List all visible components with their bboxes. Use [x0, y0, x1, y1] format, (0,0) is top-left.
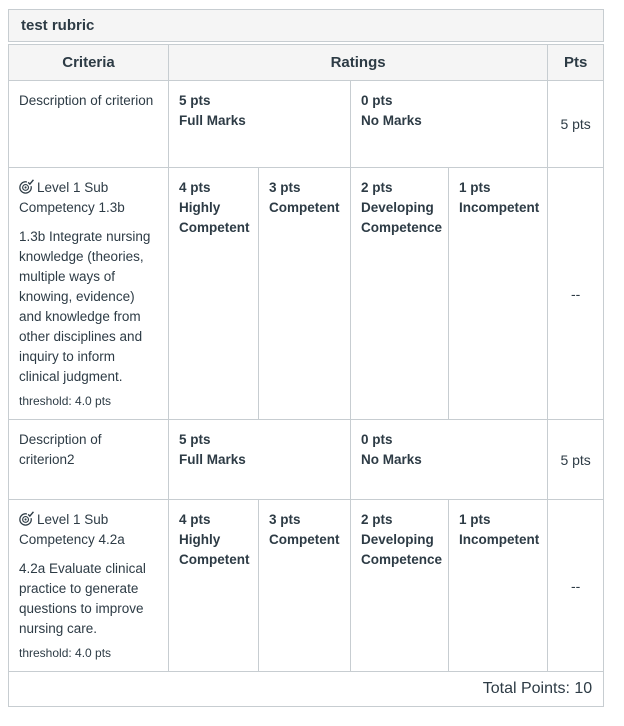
rubric-footer-row	[9, 672, 604, 707]
criterion-points: 5 pts	[548, 81, 604, 168]
rating-points: 5 pts	[179, 432, 211, 447]
outcome-icon	[19, 512, 37, 527]
rating-name: Highly Competent	[179, 200, 250, 235]
criterion-row	[9, 168, 604, 420]
rubric-title: test rubric	[8, 9, 604, 42]
rating-name: Developing Competence	[361, 200, 443, 235]
rating-cell	[169, 81, 351, 168]
outcome-title	[19, 510, 158, 550]
rating-cell	[169, 500, 259, 672]
criterion-description	[9, 81, 169, 168]
rating-name: No Marks	[361, 452, 422, 467]
rating-points: 2 pts	[361, 512, 393, 527]
rating-points: 5 pts	[179, 93, 211, 108]
outcome-icon	[19, 180, 37, 195]
criterion-points: 5 pts	[548, 420, 604, 500]
rating-points: 1 pts	[459, 180, 491, 195]
criterion-row	[9, 81, 604, 168]
rubric-header-row	[9, 45, 604, 81]
total-points: Total Points: 10	[9, 672, 604, 707]
criterion-points: --	[548, 168, 604, 420]
rating-cell	[351, 500, 449, 672]
rating-cell	[449, 500, 548, 672]
rubric-table	[8, 44, 604, 707]
rating-points: 4 pts	[179, 512, 211, 527]
criterion-row	[9, 500, 604, 672]
criterion-title: Description of criterion	[19, 93, 154, 108]
rating-name: Competent	[269, 200, 340, 215]
rating-cell	[169, 420, 351, 500]
rating-points: 2 pts	[361, 180, 393, 195]
rating-name: Incompetent	[459, 200, 540, 215]
rating-points: 4 pts	[179, 180, 211, 195]
criterion-long-description: 1.3b Integrate nursing knowledge (theories, multiple ways of knowing, evidence) and knowledge from other disciplines and inquiry to inform clinical judgment.	[19, 229, 151, 384]
criterion-long-description: 4.2a Evaluate clinical practice to generate questions to improve nursing care.	[19, 561, 146, 636]
criterion-description	[9, 500, 169, 672]
rating-cell	[449, 168, 548, 420]
rating-cell	[351, 81, 548, 168]
rating-points: 1 pts	[459, 512, 491, 527]
rating-name: Full Marks	[179, 113, 246, 128]
outcome-title-text: Level 1 Sub Competency 4.2a	[19, 512, 125, 547]
criterion-points: --	[548, 500, 604, 672]
rating-name: Incompetent	[459, 532, 540, 547]
rating-cell	[259, 500, 351, 672]
rating-name: Competent	[269, 532, 340, 547]
criterion-threshold: threshold: 4.0 pts	[19, 394, 112, 408]
rating-points: 3 pts	[269, 180, 301, 195]
criterion-description	[9, 168, 169, 420]
rating-cell	[169, 168, 259, 420]
rating-name: No Marks	[361, 113, 422, 128]
outcome-title-text: Level 1 Sub Competency 1.3b	[19, 180, 125, 215]
rubric-container	[8, 9, 604, 707]
rating-points: 0 pts	[361, 432, 393, 447]
criterion-row	[9, 420, 604, 500]
header-criteria: Criteria	[9, 45, 169, 81]
criterion-title: Description of criterion2	[19, 432, 102, 467]
rating-points: 0 pts	[361, 93, 393, 108]
rating-points: 3 pts	[269, 512, 301, 527]
criterion-threshold: threshold: 4.0 pts	[19, 646, 112, 660]
criterion-description	[9, 420, 169, 500]
header-ratings: Ratings	[169, 45, 548, 81]
rating-cell	[351, 168, 449, 420]
rating-name: Highly Competent	[179, 532, 250, 567]
rating-cell	[351, 420, 548, 500]
outcome-title	[19, 178, 158, 218]
header-pts: Pts	[548, 45, 604, 81]
rating-name: Full Marks	[179, 452, 246, 467]
rating-cell	[259, 168, 351, 420]
rating-name: Developing Competence	[361, 532, 443, 567]
